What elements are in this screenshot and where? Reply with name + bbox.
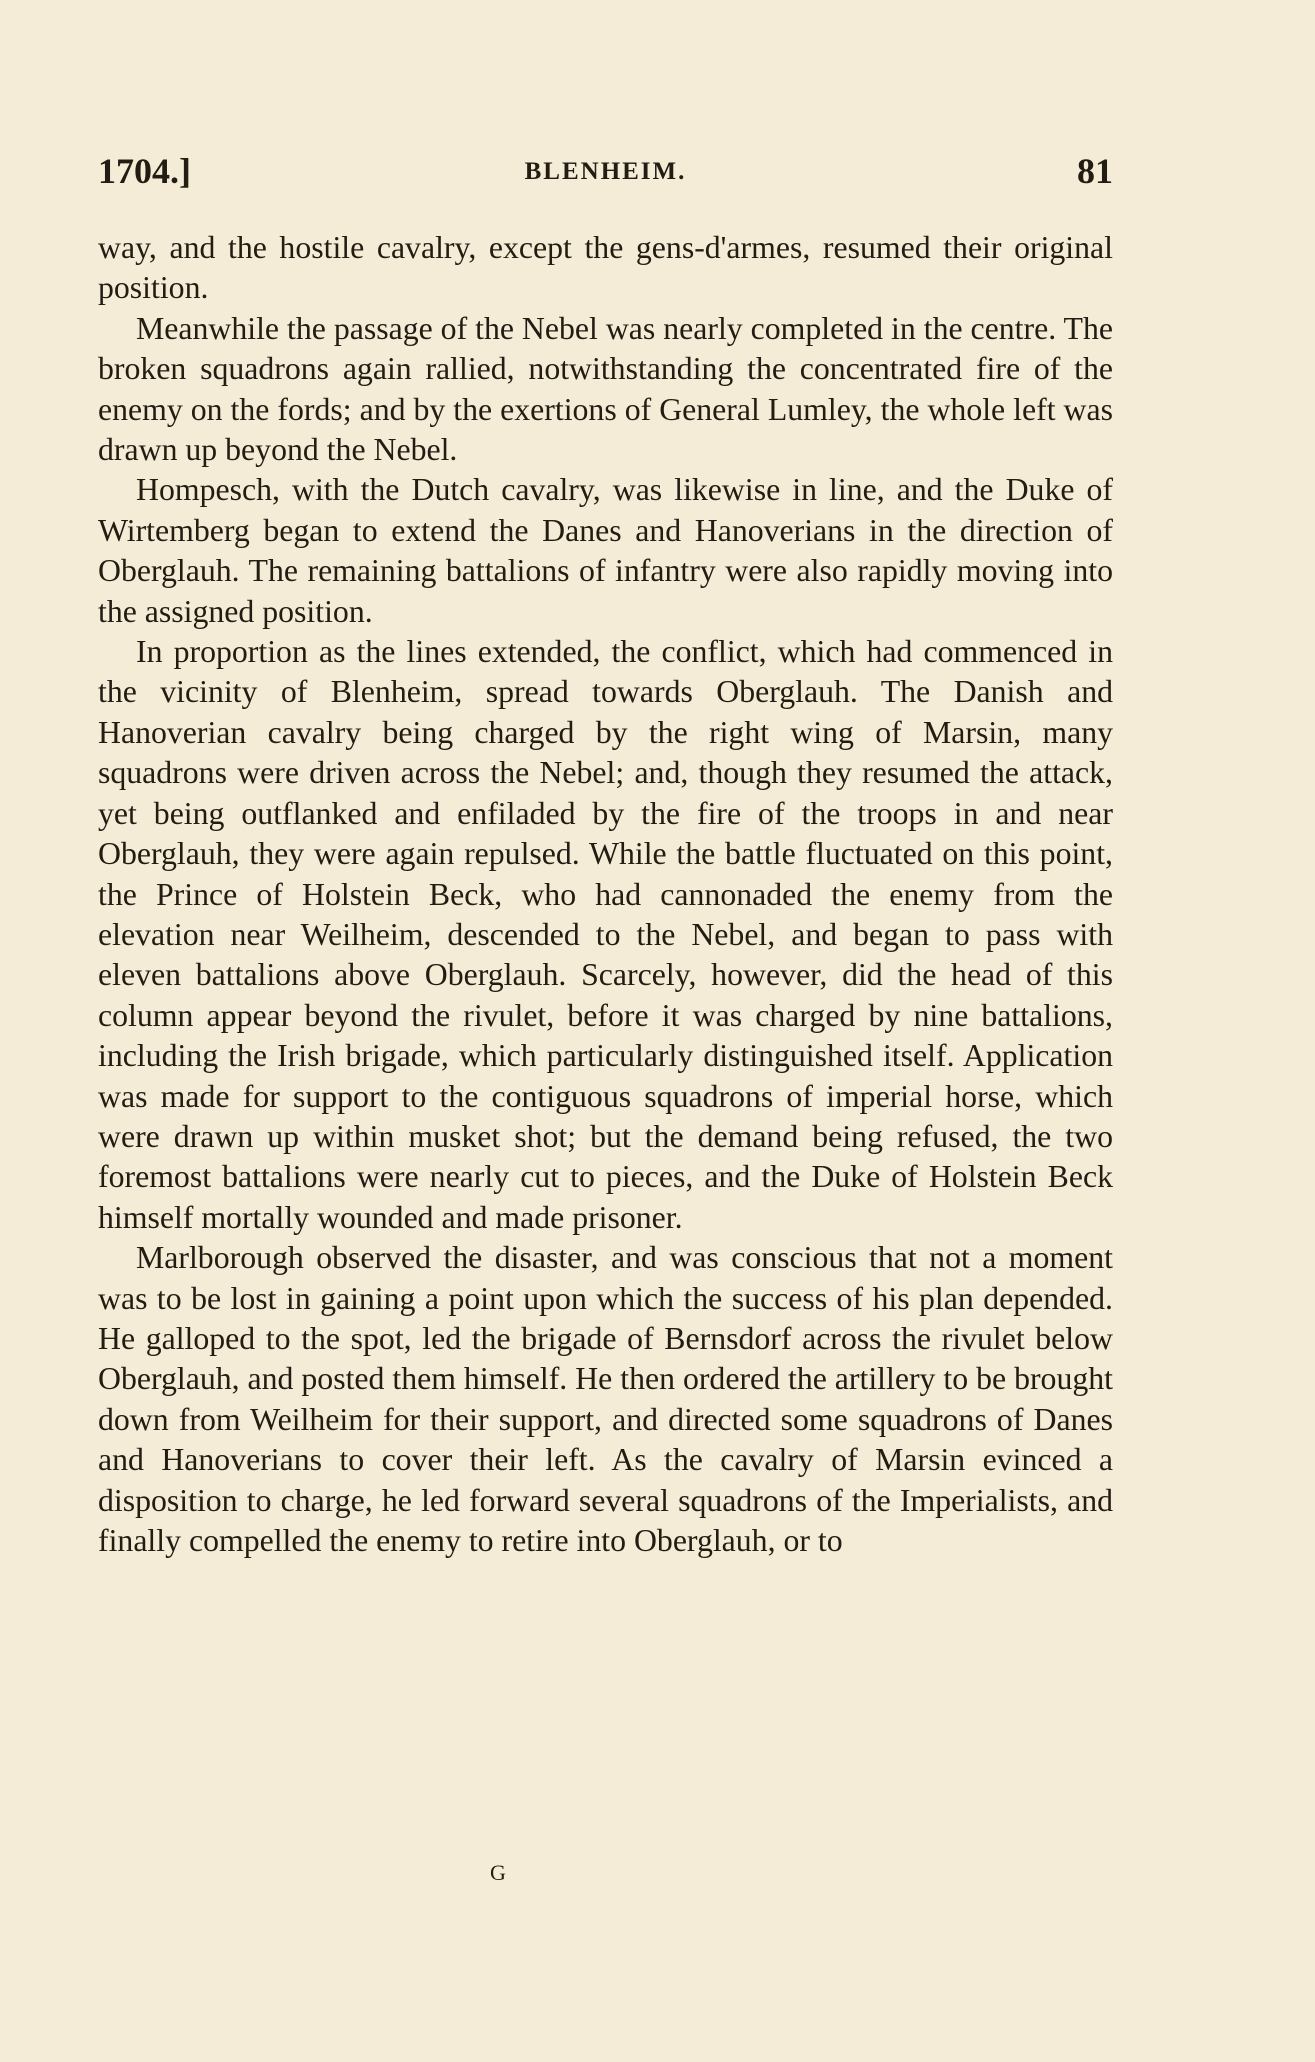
page-body	[98, 228, 1113, 1561]
paragraph: Hompesch, with the Dutch cavalry, was likewise in line, and the Duke of Wirtemberg began to extend the Danes and Hanoverians in the direction of Oberglauh. The remaining battalions of infantry were also rapidly moving into the assigned position.	[98, 472, 1113, 629]
page-number: 81	[1077, 151, 1113, 191]
header-year: 1704.]	[98, 151, 191, 191]
paragraph: Meanwhile the passage of the Nebel was nearly completed in the centre. The broken squadrons again rallied, notwithstanding the concentrated fire of the enemy on the fords; and by the exertions of General Lumley, the whole left was drawn up beyond the Nebel.	[98, 310, 1113, 468]
signature-mark: G	[490, 1860, 506, 1885]
paragraph: Marlborough observed the disaster, and was conscious that not a moment was to be lost in gaining a point upon which the success of his plan depended. He galloped to the spot, led the brigade of Bernsdorf across the rivulet below Oberglauh, and posted them himself. He then ordered the artillery to be brought down from Weilheim for their support, and directed some squadrons of Danes and Hanoverians to cover their left. As the cavalry of Marsin evinced a disposition to charge, he led forward several squadrons of the Imperialists, and finally compelled the enemy to retire into Oberglauh, or to	[98, 1240, 1113, 1558]
running-header	[98, 150, 1113, 210]
paragraph: In proportion as the lines extended, the conflict, which had commenced in the vicinity of Blenheim, spread towards Oberglauh. The Danish and Hanoverian cavalry being charged by the right wing of Marsin, many squadrons were driven across the Nebel; and, though they resumed the attack, yet being outflanked and enfiladed by the fire of the troops in and near Oberglauh, they were again repulsed. While the battle fluctuated on this point, the Prince of Holstein Beck, who had cannonaded the enemy from the elevation near Weilheim, descended to the Nebel, and began to pass with eleven battalions above Oberglauh. Scarcely, however, did the head of this column appear beyond the rivulet, before it was charged by nine battalions, including the Irish brigade, which particularly distinguished itself. Application was made for support to the contiguous squadrons of imperial horse, which were drawn up within musket shot; but the demand being refused, the two foremost battalions were nearly cut to pieces, and the Duke of Holstein Beck himself mortally wounded and made prisoner.	[98, 634, 1113, 1235]
paragraph-continuation: way, and the hostile cavalry, except the gens-d'armes, resumed their original position.	[98, 230, 1113, 306]
header-title: BLENHEIM.	[524, 158, 687, 185]
book-page	[98, 150, 1113, 1561]
